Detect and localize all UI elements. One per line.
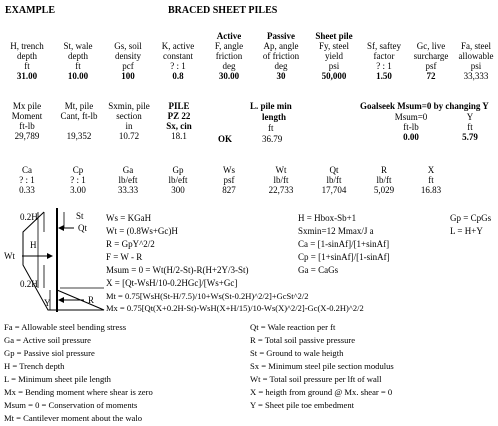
col-header-2: Fa, steel [461,41,491,51]
col-value[interactable]: 30.00 [218,71,240,81]
col-value: 0.00 [403,132,419,142]
formula-line: X = [Qt-WsH/10-0.2HGc]/[Ws+Gc] [106,278,238,288]
lpile-header-1: L. pile min [250,101,292,111]
col-unit: lb/ft [273,175,289,185]
col-header-2: St, wale [63,41,93,51]
col-header-1: PILE [168,101,190,111]
col-header-3: yield [325,51,343,61]
col-value: 3.00 [70,185,86,195]
col-value[interactable]: 50,000 [321,71,347,81]
example-label: EXAMPLE [5,5,55,16]
col-header-1: Mt, pile [64,101,94,111]
col-header-3: surcharge [413,51,449,61]
formula-line: H = Hbox-Sb+1 [298,213,357,223]
formula-line: Gp = CpGs [450,213,492,223]
formula-line: Ws = KGaH [106,213,152,223]
col-value: 10.72 [118,131,140,141]
label-r: R [88,295,95,305]
label-02h-top: 0.2H [20,212,38,222]
formula-line: Mt = 0.75[WsH(St-H/7.5)/10+Ws(St-0.2H)^2/2]+GcSt^2/2 [106,291,309,301]
col-value: 33,333 [463,71,489,81]
col-header-3: allowable [458,51,494,61]
legend-item: Msum = 0 = Conservation of moments [4,400,138,410]
formula-line: R = GpY^2/2 [106,239,155,249]
col-header-1: Y [466,112,474,122]
col-header-2: Fy, steel [319,41,349,51]
col-unit: deg [274,61,288,71]
col-header-2: K, active [161,41,195,51]
col-header-1: Gp [172,165,184,175]
col-value: 16.83 [420,185,442,195]
col-unit: lb/eft [168,175,188,185]
legend-item: Ga = Active soil pressure [4,335,91,345]
formula-line: Sxmin=12 Mmax/J a [298,226,374,236]
col-header-1: R [380,165,387,175]
col-header-1: Sxmin, pile [108,101,150,111]
label-wt: Wt [4,251,15,261]
col-header-3: factor [373,51,395,61]
lpile-value: 36.79 [262,134,283,144]
legend-item: St = Ground to wale heigth [250,348,344,358]
col-value: 0.33 [19,185,35,195]
col-unit: ft [75,61,81,71]
col-header-2: H, trench [10,41,44,51]
legend-item: X = heigth from ground @ Mx. shear = 0 [250,387,393,397]
col-unit: ? : 1 [19,175,35,185]
col-value: 300 [171,185,185,195]
legend-item: L = Minimum sheet pile length [4,374,111,384]
col-header-2[interactable]: PZ 22 [167,111,191,121]
col-value: 33.33 [117,185,139,195]
col-header-2: Gc, live [416,41,446,51]
formula-line: F = W - R [106,252,143,262]
col-header-3: density [115,51,141,61]
col-unit: ft [24,61,30,71]
col-unit: ft [428,175,434,185]
col-unit: ? : 1 [170,61,186,71]
label-y: Y [44,298,51,308]
col-unit: ft-lb [403,122,419,132]
col-header-1: Ws [223,165,235,175]
col-header-3: of friction [262,51,300,61]
col-unit: deg [222,61,236,71]
col-unit: Sx, cin [166,121,192,131]
col-header-2: F, angle [214,41,244,51]
col-unit: ft-lb [19,121,35,131]
col-unit: ft [467,122,473,132]
col-unit: lb/ft [376,175,392,185]
legend-item: Sx = Minimum steel pile section modulus [250,361,394,371]
col-header-1: Wt [275,165,287,175]
legend-item: Fa = Allowable steel bending stress [4,322,127,332]
col-value[interactable]: 100 [121,71,135,81]
col-value: 18.1 [171,131,187,141]
goalseek-title: Goalseek Msum=0 by changing Y [360,101,489,111]
col-value[interactable]: 1.50 [376,71,392,81]
col-header-1: Ga [122,165,134,175]
legend-item: H = Trench depth [4,361,65,371]
col-value[interactable]: 0.8 [172,71,184,81]
col-header-3: depth [17,51,37,61]
col-unit: psi [470,61,482,71]
col-header-1: Sheet pile [315,31,353,41]
formula-line: L = H+Y [450,226,483,236]
col-unit: ? : 1 [376,61,392,71]
col-header-1: Msum=0 [394,112,428,122]
legend-item: Gp = Passive siol pressure [4,348,95,358]
formula-line: Msum = 0 = Wt(H/2-St)-R(H+2Y/3-St) [106,265,249,275]
formula-line: Ca = [1-sinAf]/[1+sinAf] [298,239,390,249]
col-unit: lb/eft [118,175,138,185]
col-header-1: Cp [72,165,84,175]
legend-item: Y = Sheet pile toe embedment [250,400,355,410]
col-unit: psf [425,61,437,71]
col-unit: ? : 1 [70,175,86,185]
formula-line: Cp = [1+sinAf]/[1-sinAf] [298,252,390,262]
col-value: 827 [222,185,236,195]
lpile-unit: ft [268,123,274,133]
col-value: 22,733 [268,185,294,195]
col-header-1: Ca [22,165,32,175]
col-header-2: Moment [11,111,43,121]
col-header-1: Qt [329,165,339,175]
label-st: St [76,211,84,221]
col-header-1: Mx pile [12,101,42,111]
legend-item: R = Total soil passive pressure [250,335,356,345]
col-value: 17,704 [321,185,347,195]
col-header-2: Cant, ft-lb [60,111,98,121]
col-value: 19,352 [66,131,92,141]
col-header-3: friction [215,51,243,61]
ok-status-badge: OK [218,134,233,144]
col-value: 5,029 [373,185,395,195]
col-unit: lb/ft [326,175,342,185]
page-title: BRACED SHEET PILES [168,5,278,16]
col-value[interactable]: 30 [276,71,286,81]
legend-item: Mt = Cantilever moment about the walo [4,413,143,423]
col-header-3: constant [163,51,193,61]
col-unit: pcf [122,61,134,71]
col-header-3: depth [68,51,88,61]
legend-item: Mx = Bending moment where shear is zero [4,387,153,397]
col-header-2: Ap, angle [263,41,299,51]
col-unit: psf [223,175,235,185]
col-value: 29,789 [14,131,40,141]
col-header-2: section [116,111,142,121]
col-value[interactable]: 5.79 [462,132,478,142]
col-unit: in [125,121,133,131]
col-header-1: Active [216,31,242,41]
col-unit: psi [328,61,340,71]
formula-line: Wt = (0.8Ws+Gc)H [106,226,178,236]
col-header-2: Sf, saftey [367,41,401,51]
label-02h-bot: 0.2H [20,279,38,289]
col-header-2: Gs, soil [114,41,142,51]
formula-line: Ga = CaGs [298,265,339,275]
label-qt: Qt [78,223,87,233]
col-header-1: Passive [267,31,295,41]
pressure-envelope [23,212,57,310]
label-h: H [30,240,37,250]
formula-line: Mx = 0.75[Qt(X+0.2H-St)-WsH(X+H/15)/10-Ws(X)^2/2]-Gc(X-0.2H)^2/2 [106,303,364,313]
lpile-header-2: length [262,112,287,122]
legend-item: Qt = Wale reaction per ft [250,322,336,332]
col-value[interactable]: 72 [426,71,436,81]
col-value[interactable]: 10.00 [67,71,89,81]
legend-item: Wt = Total soil pressure per lft of wall [250,374,382,384]
col-value[interactable]: 31.00 [16,71,38,81]
col-header-1: X [427,165,435,175]
